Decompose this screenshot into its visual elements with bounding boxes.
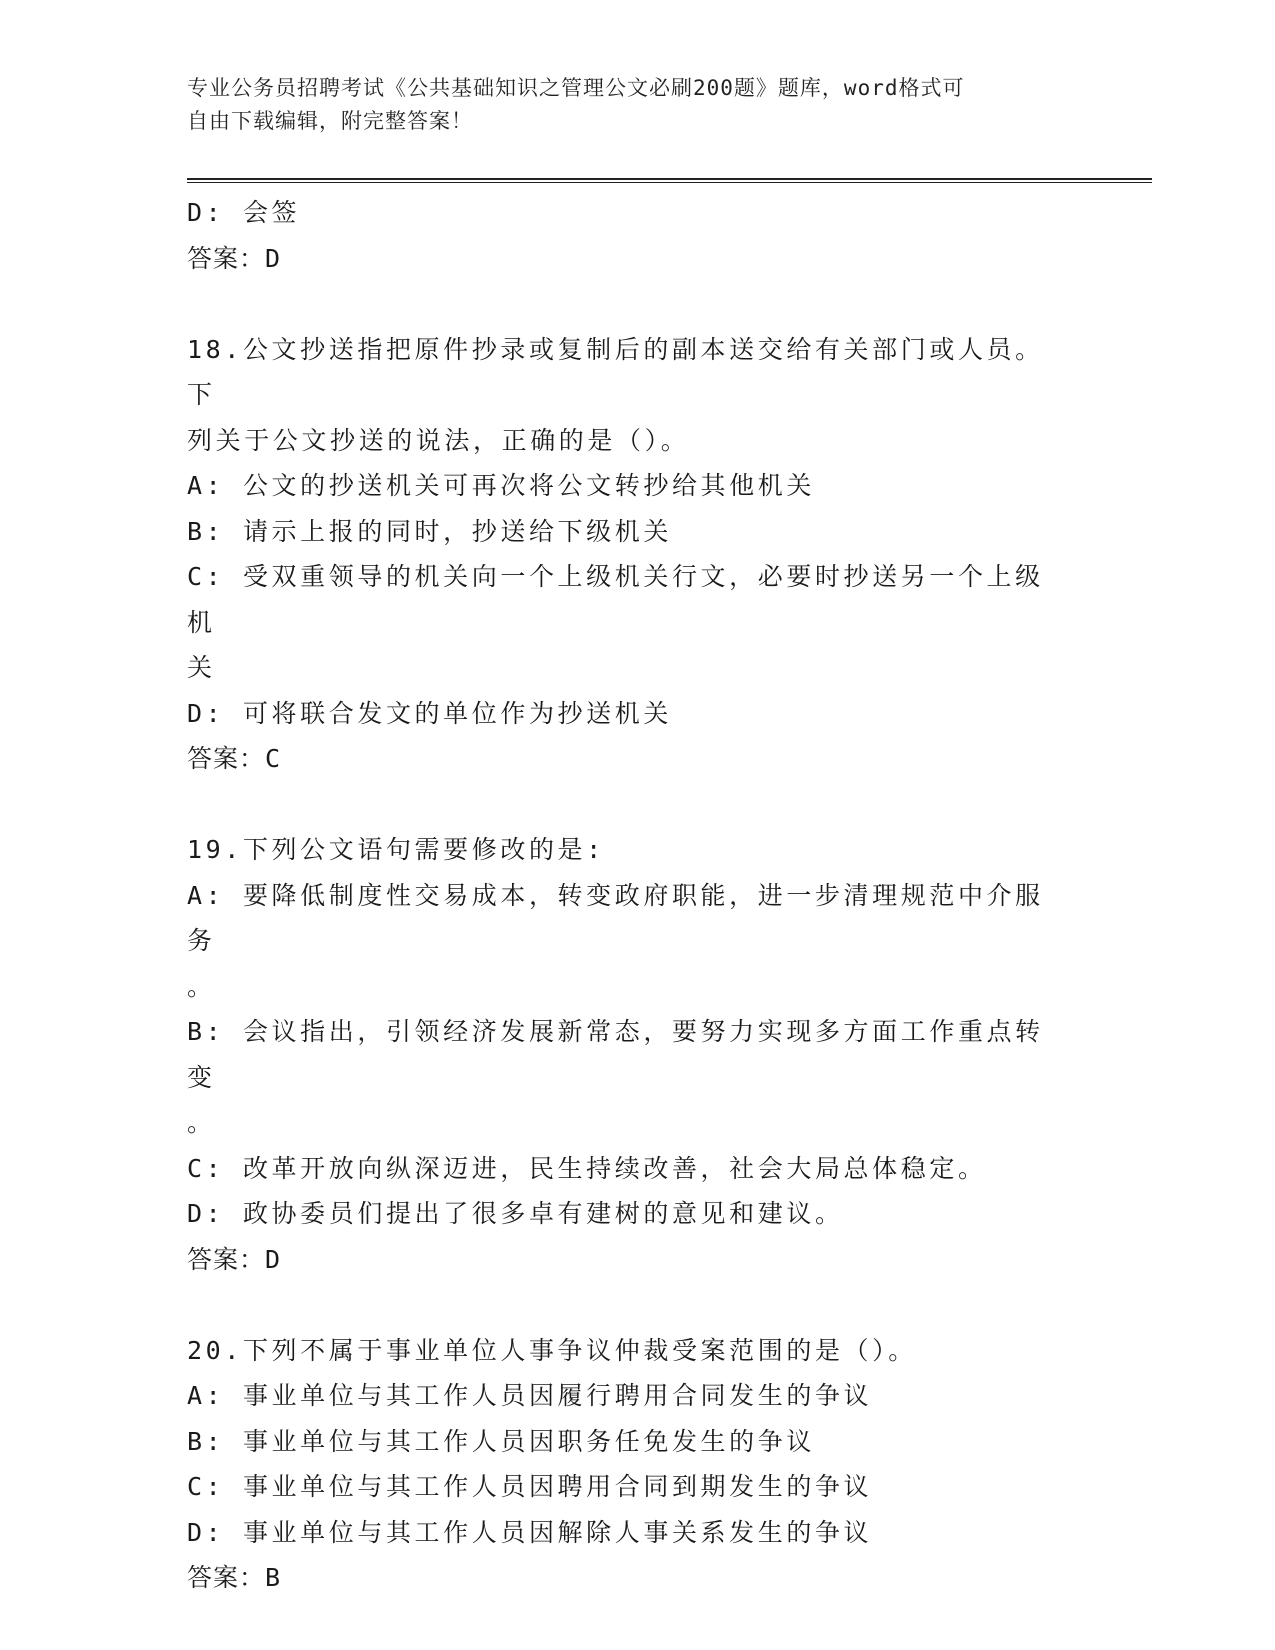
answer-line: 答案：C [187, 744, 282, 773]
option-d: D: 可将联合发文的单位作为抄送机关 [187, 698, 672, 728]
option-c-line: 关 [187, 653, 216, 682]
option-d: D: 政协委员们提出了很多卓有建树的意见和建议。 [187, 1199, 844, 1228]
option-d: D: 事业单位与其工作人员因解除人事关系发生的争议 [187, 1517, 873, 1547]
question-19 [187, 827, 1067, 1282]
option-a: A: 事业单位与其工作人员因履行聘用合同发生的争议 [187, 1381, 873, 1410]
option-a-line: A: 要降低制度性交易成本，转变政府职能，进一步清理规范中介服务 [187, 880, 1044, 955]
option-b: B: 请示上报的同时，抄送给下级机关 [187, 516, 672, 546]
header-divider [187, 178, 1152, 183]
option-c-line: C: 受双重领导的机关向一个上级机关行文，必要时抄送另一个上级机 [187, 562, 1044, 637]
question-17-continuation [187, 190, 1067, 281]
question-20 [187, 1328, 1067, 1601]
option-b-line: B: 会议指出，引领经济发展新常态，要努力实现多方面工作重点转变 [187, 1017, 1044, 1092]
option-b: B: 事业单位与其工作人员因职务任免发生的争议 [187, 1426, 815, 1456]
option-d: D: 会签 [187, 198, 301, 227]
answer-line: 答案：D [187, 1244, 282, 1274]
header-line-1: 专业公务员招聘考试《公共基础知识之管理公文必刷200题》题库，word格式可 [187, 76, 965, 100]
page-header [187, 72, 1067, 138]
spacer [187, 782, 1067, 828]
option-a: A: 公文的抄送机关可再次将公文转抄给其他机关 [187, 471, 815, 500]
option-a-line: 。 [187, 971, 216, 1001]
spacer [187, 1282, 1067, 1328]
question-stem-line: 列关于公文抄送的说法，正确的是（）。 [187, 425, 690, 455]
header-line-2: 自由下载编辑，附完整答案！ [187, 109, 473, 133]
option-c: C: 事业单位与其工作人员因聘用合同到期发生的争议 [187, 1472, 873, 1501]
answer-line: 答案：D [187, 243, 282, 273]
document-body [187, 190, 1067, 1601]
question-stem-line: 20.下列不属于事业单位人事争议仲裁受案范围的是（）。 [187, 1335, 917, 1365]
question-18 [187, 327, 1067, 782]
option-b-line: 。 [187, 1108, 216, 1137]
answer-line: 答案：B [187, 1563, 282, 1592]
option-c: C: 改革开放向纵深迈进，民生持续改善，社会大局总体稳定。 [187, 1153, 987, 1183]
spacer [187, 281, 1067, 327]
question-stem-line: 18.公文抄送指把原件抄录或复制后的副本送交给有关部门或人员。下 [187, 334, 1044, 409]
question-stem-line: 19.下列公文语句需要修改的是: [187, 835, 605, 864]
